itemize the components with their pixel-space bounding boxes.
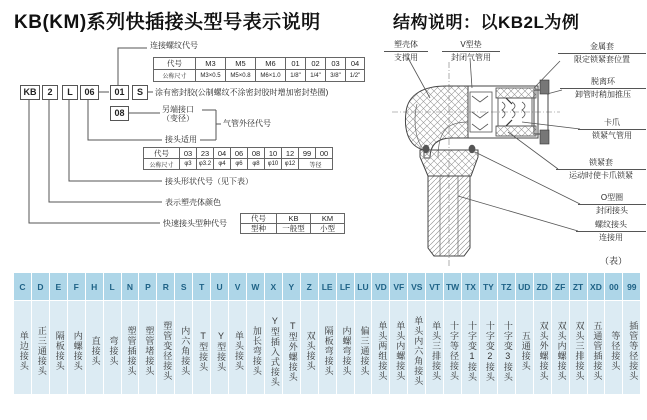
shape-desc-cell: 内螺接头 [68,301,85,394]
callout-vseal-desc: 封闭气管用 [451,52,491,62]
shape-code-table [14,273,640,394]
callout-oring-name: O型圈 [578,193,646,205]
tube-size-cell: φ3.2 [197,159,214,170]
shape-desc-cell: 双头内螺接头 [552,301,569,394]
shape-desc-cell: 单头内六角接头 [408,301,425,394]
tube-code-cell: 12 [282,148,299,159]
shape-code-cell: D [32,273,49,300]
shape-code-cell: Z [301,273,318,300]
callout-metal-sleeve-desc: 限定锁紧套位置 [574,54,630,64]
page-title-right: 结构说明：以KB2L为例 [393,13,580,32]
callout-metal-sleeve [558,42,646,64]
thread-size-cell: 3/8" [326,70,346,82]
thread-size-table [153,57,365,82]
thread-size-cell: 1/4" [306,70,326,82]
page-title-left: KB(KM)系列快插接头型号表示说明 [14,12,321,33]
shape-code-cell: VF [390,273,407,300]
shape-table-body-row [14,301,640,394]
model-box-2: 2 [42,85,58,100]
shape-desc-cell: 单边接头 [14,301,31,394]
type-code-cell: KB [277,214,311,224]
shape-code-cell: TX [462,273,479,300]
callout-claw-desc: 锁紧气管用 [592,130,632,140]
callout-thread-fitting [576,220,646,242]
tube-code-cell: 06 [231,148,248,159]
shape-code-cell: VT [426,273,443,300]
shape-table-header-row [14,273,640,300]
type-name-cell: 小型 [311,224,345,234]
shape-code-cell: C [14,273,31,300]
shape-code-cell: F [68,273,85,300]
shape-desc-cell: Y型接头 [211,301,228,394]
shape-desc-cell: 内六角接头 [175,301,192,394]
shape-code-cell: VS [408,273,425,300]
shape-desc-cell: 十字变1接头 [462,301,479,394]
thread-size-cell: 1/8" [286,70,306,82]
shape-code-cell: W [247,273,264,300]
shape-desc-cell: 单头接头 [229,301,246,394]
shape-code-cell: TZ [498,273,515,300]
shape-desc-cell: 五通接头 [516,301,533,394]
model-box-s: S [132,85,148,100]
shape-code-cell: S [175,273,192,300]
tube-size-cell: φ6 [231,159,248,170]
shape-code-cell: UD [516,273,533,300]
shape-desc-cell: 偏三通接头 [355,301,372,394]
shape-code-cell: LE [319,273,336,300]
shape-code-cell: Y [283,273,300,300]
thread-code-cell: M3 [196,58,226,70]
tube-od-code-label: 气管外径代号 [223,119,271,128]
shape-desc-cell: 塑管变径接头 [157,301,174,394]
other-end-label: 另端接口 [162,105,194,114]
shape-code-cell: L [104,273,121,300]
callout-thread-fitting-desc: 连接用 [599,232,623,242]
shape-code-cell: LU [355,273,372,300]
thread-size-cell: M6×1.0 [256,70,286,82]
shape-code-label: 接头形状代号（见下表） [165,177,253,186]
thread-code-cell: 04 [346,58,365,70]
shape-code-cell: T [193,273,210,300]
callout-shell-desc: 支撑用 [394,52,418,62]
table-note: （表） [600,256,628,266]
shape-code-cell: TY [480,273,497,300]
shape-code-cell: P [139,273,156,300]
tube-size-cell: φ3 [180,159,197,170]
shape-code-cell: X [265,273,282,300]
type-name-cell: 一般型 [277,224,311,234]
shape-code-cell: H [86,273,103,300]
shape-desc-cell: 塑管堵接头 [139,301,156,394]
shape-code-cell: ZD [534,273,551,300]
shape-code-cell: XD [588,273,605,300]
shape-code-cell: 00 [605,273,622,300]
model-box-kb: KB [20,85,40,100]
shape-code-cell: V [229,273,246,300]
tube-code-cell: 08 [248,148,265,159]
callout-lock-sleeve [556,158,646,180]
shape-desc-cell: 隔板接头 [50,301,67,394]
thread-size-cell: 1/2" [346,70,365,82]
tube-code-cell: 99 [299,148,316,159]
shape-code-cell: 99 [623,273,640,300]
shape-desc-cell: 插管等径接头 [623,301,640,394]
callout-shell-name: 塑壳体 [384,40,428,52]
fitting-fit-label: 接头适用 [165,135,197,144]
shape-desc-cell: 单头三排接头 [426,301,443,394]
type-table-header: 代号 [241,214,277,224]
elbow-cross-section-diagram [392,62,560,268]
type-code-cell: KM [311,214,345,224]
shape-desc-cell: 单头内螺接头 [390,301,407,394]
thread-code-label: 连接螺纹代号 [150,41,198,50]
model-box-08: 08 [110,106,129,121]
shape-desc-cell: 内螺弯接头 [337,301,354,394]
shape-desc-cell: 双头三排接头 [570,301,587,394]
type-table-header2: 型种 [241,224,277,234]
callout-lock-sleeve-name: 锁紧套 [556,158,646,170]
tube-size-equal-cell: 等径 [299,159,333,170]
shape-desc-cell: 直接头 [86,301,103,394]
tube-code-cell: 03 [180,148,197,159]
shape-desc-cell: 隔板弯接头 [319,301,336,394]
callout-shell [384,40,428,62]
type-table [240,213,345,234]
callout-vseal-name: V型垫 [442,40,500,52]
tube-size-cell: φ4 [214,159,231,170]
sealant-note: 涂有密封胶(公制螺纹不涂密封胶时增加密封垫圈) [155,88,329,97]
tube-size-table [143,147,333,170]
tube-code-cell: 23 [197,148,214,159]
thread-code-cell: 02 [306,58,326,70]
thread-code-cell: M6 [256,58,286,70]
shell-color-label: 表示塑壳体颜色 [165,198,221,207]
shape-desc-cell: 弯接头 [104,301,121,394]
shape-desc-cell: 正三通接头 [32,301,49,394]
shape-desc-cell: 五通管插接头 [588,301,605,394]
thread-code-cell: M5 [226,58,256,70]
model-box-01: 01 [110,85,129,100]
thread-table-header: 代号 [154,58,196,70]
callout-claw [578,118,646,140]
tube-size-cell: φ10 [265,159,282,170]
callout-oring [578,193,646,215]
callout-release-ring [560,77,646,99]
model-box-06: 06 [80,85,99,100]
callout-vseal [442,40,500,62]
tube-size-cell: φ8 [248,159,265,170]
tube-size-cell: φ12 [282,159,299,170]
shape-desc-cell: 单头两组接头 [372,301,389,394]
callout-release-ring-desc: 卸管时稍加推压 [575,89,631,99]
shape-desc-cell: 等径接头 [605,301,622,394]
tube-table-header: 代号 [144,148,180,159]
tube-code-cell: 10 [265,148,282,159]
callout-thread-fitting-name: 螺纹接头 [576,220,646,232]
thread-size-cell: M3×0.5 [196,70,226,82]
shape-desc-cell: 加长弯接头 [247,301,264,394]
thread-code-cell: 01 [286,58,306,70]
shape-desc-cell: Y型插入式接头 [265,301,282,394]
thread-size-cell: M5×0.8 [226,70,256,82]
callout-metal-sleeve-name: 金属套 [558,42,646,54]
shape-code-cell: ZT [570,273,587,300]
shape-code-cell: ZF [552,273,569,300]
shape-code-cell: VD [372,273,389,300]
shape-desc-cell: 十字变3接头 [498,301,515,394]
shape-desc-cell: 十字等径接头 [444,301,461,394]
callout-oring-desc: 封闭接头 [596,205,628,215]
shape-code-cell: R [157,273,174,300]
tube-code-cell: 00 [316,148,333,159]
model-box-l: L [62,85,78,100]
shape-desc-cell: 双头接头 [301,301,318,394]
thread-table-header2: 公称尺寸 [154,70,196,82]
shape-desc-cell: 塑管插接头 [122,301,139,394]
callout-lock-sleeve-desc: 运动时使卡爪锁紧 [569,170,633,180]
shape-code-cell: E [50,273,67,300]
type-code-label: 快速接头型种代号 [163,219,227,228]
thread-code-cell: 03 [326,58,346,70]
shape-desc-cell: T型外螺接头 [283,301,300,394]
shape-code-cell: U [211,273,228,300]
tube-table-header2: 公称尺寸 [144,159,180,170]
tube-code-cell: 04 [214,148,231,159]
shape-desc-cell: 双头外螺接头 [534,301,551,394]
shape-desc-cell: 十字变2接头 [480,301,497,394]
shape-code-cell: TW [444,273,461,300]
callout-claw-name: 卡爪 [578,118,646,130]
shape-code-cell: LF [337,273,354,300]
shape-desc-cell: T型接头 [193,301,210,394]
shape-code-cell: N [122,273,139,300]
other-end-label2: （变径） [162,114,194,123]
callout-release-ring-name: 脱离环 [560,77,646,89]
